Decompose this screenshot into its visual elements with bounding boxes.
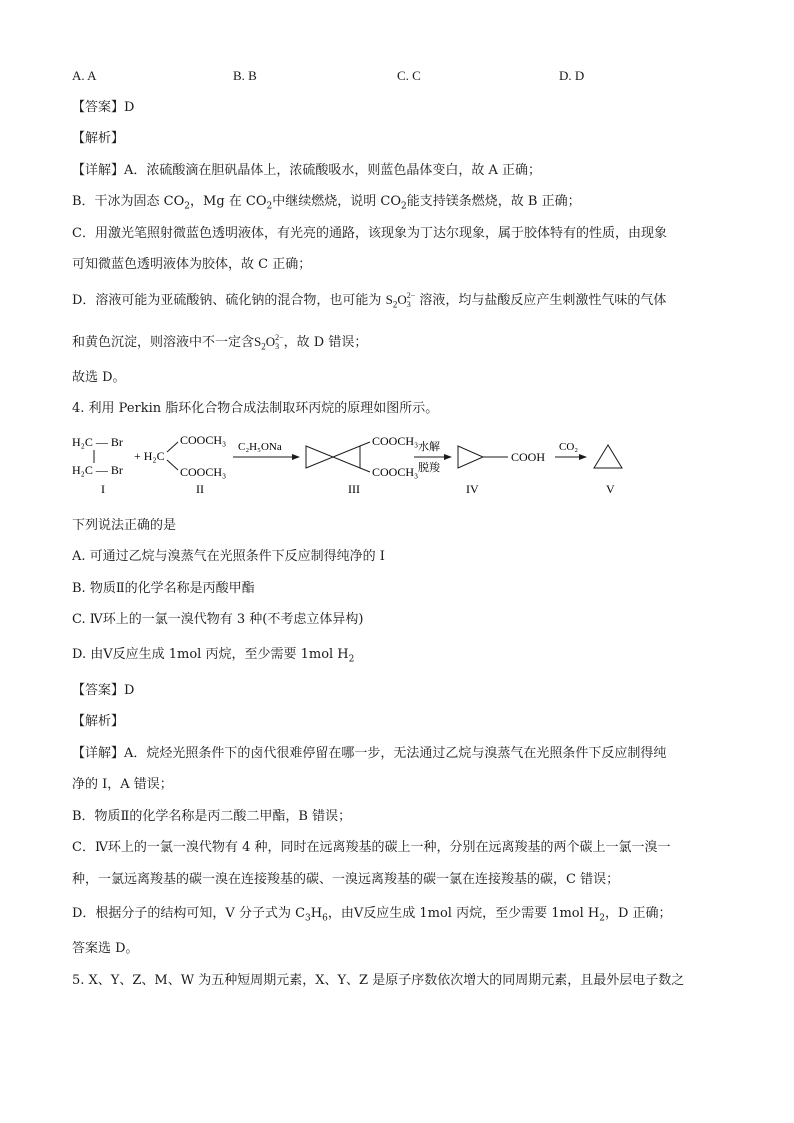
sub: 2 [348,654,355,665]
iii-bottom: COOCH₃ [372,465,419,479]
q3-d-text-3: 和黄色沉淀，则溶液中不一定含 [72,335,255,350]
q3-detail-c-1: C．用激光笔照射微蓝色透明液体，有光亮的通路，该现象为丁达尔现象，属于胶体特有的性质，由现象 [72,226,667,241]
q4-option-d-text: D. 由Ⅴ反应生成 1mol 丙烷，至少需要 1mol H [72,647,349,662]
q4-d-text-2: ，由Ⅴ反应生成 1mol 丙烷，至少需要 1mol H [327,906,600,921]
q4-d-text-1: D．根据分子的结构可知，V 分子式为 C [72,906,306,921]
sub: 2 [392,299,398,310]
o: O [397,292,407,307]
q4-detail-a-1: 【详解】A．烷烃光照条件下的卤代很难停留在哪一步，无法通过乙烷与溴蒸气在光照条件下反应制得纯 [72,746,667,761]
q3-conclusion: 故选 D。 [72,370,126,385]
q4-option-c: C. Ⅳ环上的一氯一溴代物有 3 种(不考虑立体异构) [72,612,364,627]
reagent-3: CO₂ [559,441,579,453]
sub: 2 [266,201,273,212]
iii-bond-up [360,442,370,446]
option-b: B. B [233,68,257,83]
q3-detail-d-1 [72,291,666,310]
sub: 3 [275,342,280,352]
sub: 2 [261,341,266,352]
reagent-2-top: 水解 [418,441,440,453]
q4-detail-b: B．物质Ⅱ的化学名称是丙二酸二甲酯，B 错误； [72,809,352,824]
sub: 2 [599,913,605,924]
label-iii: III [348,482,360,496]
option-a: A. A [72,68,97,83]
ii-h2c: + H₂C [134,449,165,463]
q4-d-text-3: ，D 正确； [605,906,672,921]
label-iv: IV [466,482,479,496]
q3-answer: 【答案】D [72,100,135,115]
q3-d-text-4: ，故 D 错误； [283,335,368,350]
reagent-1: C₂H₅ONa [238,441,282,453]
q3-b-text-2: ，Mg 在 CO [190,194,267,209]
sub: 6 [322,913,328,924]
option-d: D. D [559,68,585,83]
iii-bond-down [360,468,370,472]
q4-detail-c-1: C．Ⅳ环上的一氯一溴代物有 4 种，同时在远离羧基的碳上一种，分别在远离羧基的两个碳上一氯一溴一 [72,840,671,855]
iii-right-ring [333,446,360,468]
q3-d-text-1: D．溶液可能为亚硫酸钠、硫化钠的混合物，也可能为 [72,293,382,308]
i-bottom: H₂C — Br [72,463,123,477]
q4-conclusion: 答案选 D。 [72,941,139,956]
thiosulfate-formula [254,333,284,352]
h: H [310,906,323,921]
sup: 2− [275,333,284,343]
s: S [385,292,393,307]
reagent-2-bottom: 脱羧 [418,462,440,474]
iv-group: COOH [511,450,546,464]
label-v: V [606,482,615,496]
sub: 3 [305,913,311,924]
ii-bottom: COOCH₃ [180,465,227,479]
q3-detail-c-2: 可知微蓝色透明液体为胶体，故 C 正确； [72,257,312,272]
sub: 2 [184,201,191,212]
sup: 2− [406,291,416,301]
label-i: I [101,482,105,496]
iii-top: COOCH₃ [372,434,419,448]
iii-left-ring [306,446,333,468]
arrow-2-head [444,454,452,460]
q3-detail-b [72,193,581,211]
q3-detail-a: 【详解】A．浓硫酸滴在胆矾晶体上，浓硫酸吸水，则蓝色晶体变白，故 A 正确； [72,163,542,178]
q4-analysis-label: 【解析】 [72,714,125,729]
q3-detail-d-2 [72,333,367,352]
iv-ring [458,446,483,468]
q3-b-text-3: 中继续燃烧，说明 CO [272,194,402,209]
o: O [265,334,276,349]
q3-b-text-4: 能支持镁条燃烧，故 B 正确； [406,194,581,209]
arrow-1-head [292,454,300,460]
i-top: H₂C — Br [72,435,123,449]
sub: 2 [401,201,407,212]
q3-analysis-label: 【解析】 [72,131,125,146]
q5-stem: 5. X、Y、Z、M、W 为五种短周期元素，X、Y、Z 是原子序数依次增大的同周期元素，且最外层电子数之 [72,973,685,988]
q3-b-text-1: B．干冰为固态 CO [72,194,185,209]
option-c: C. C [397,68,421,83]
thiosulfate-formula [385,291,416,310]
q4-detail-c-2: 种，一氯远离羧基的碳一溴在连接羧基的碳、一溴远离羧基的碳一氯在连接羧基的碳，C 错误； [72,872,620,887]
ii-bond-up [167,442,178,452]
q4-option-b: B. 物质Ⅱ的化学名称是丙酸甲酯 [72,581,255,596]
q4-detail-d [72,905,672,923]
sub: 3 [406,300,411,310]
arrow-3-head [579,454,587,460]
q4-option-d [72,646,354,664]
q4-stem: 4. 利用 Perkin 脂环化合物合成法制取环丙烷的原理如图所示。 [72,401,439,416]
v-ring [594,445,622,468]
ii-bond-down [167,460,178,470]
s: S [254,334,262,349]
ii-top: COOCH₃ [180,433,227,447]
label-ii: II [196,482,204,496]
q3-d-text-2: 溶液，均与盐酸反应产生刺激性气味的气体 [419,293,667,308]
q4-option-a: A. 可通过乙烷与溴蒸气在光照条件下反应制得纯净的 I [72,549,385,564]
reaction-scheme [70,430,630,500]
q4-prompt: 下列说法正确的是 [72,518,177,533]
q4-detail-a-2: 净的 I，A 错误； [72,777,173,792]
q4-answer: 【答案】D [72,683,135,698]
